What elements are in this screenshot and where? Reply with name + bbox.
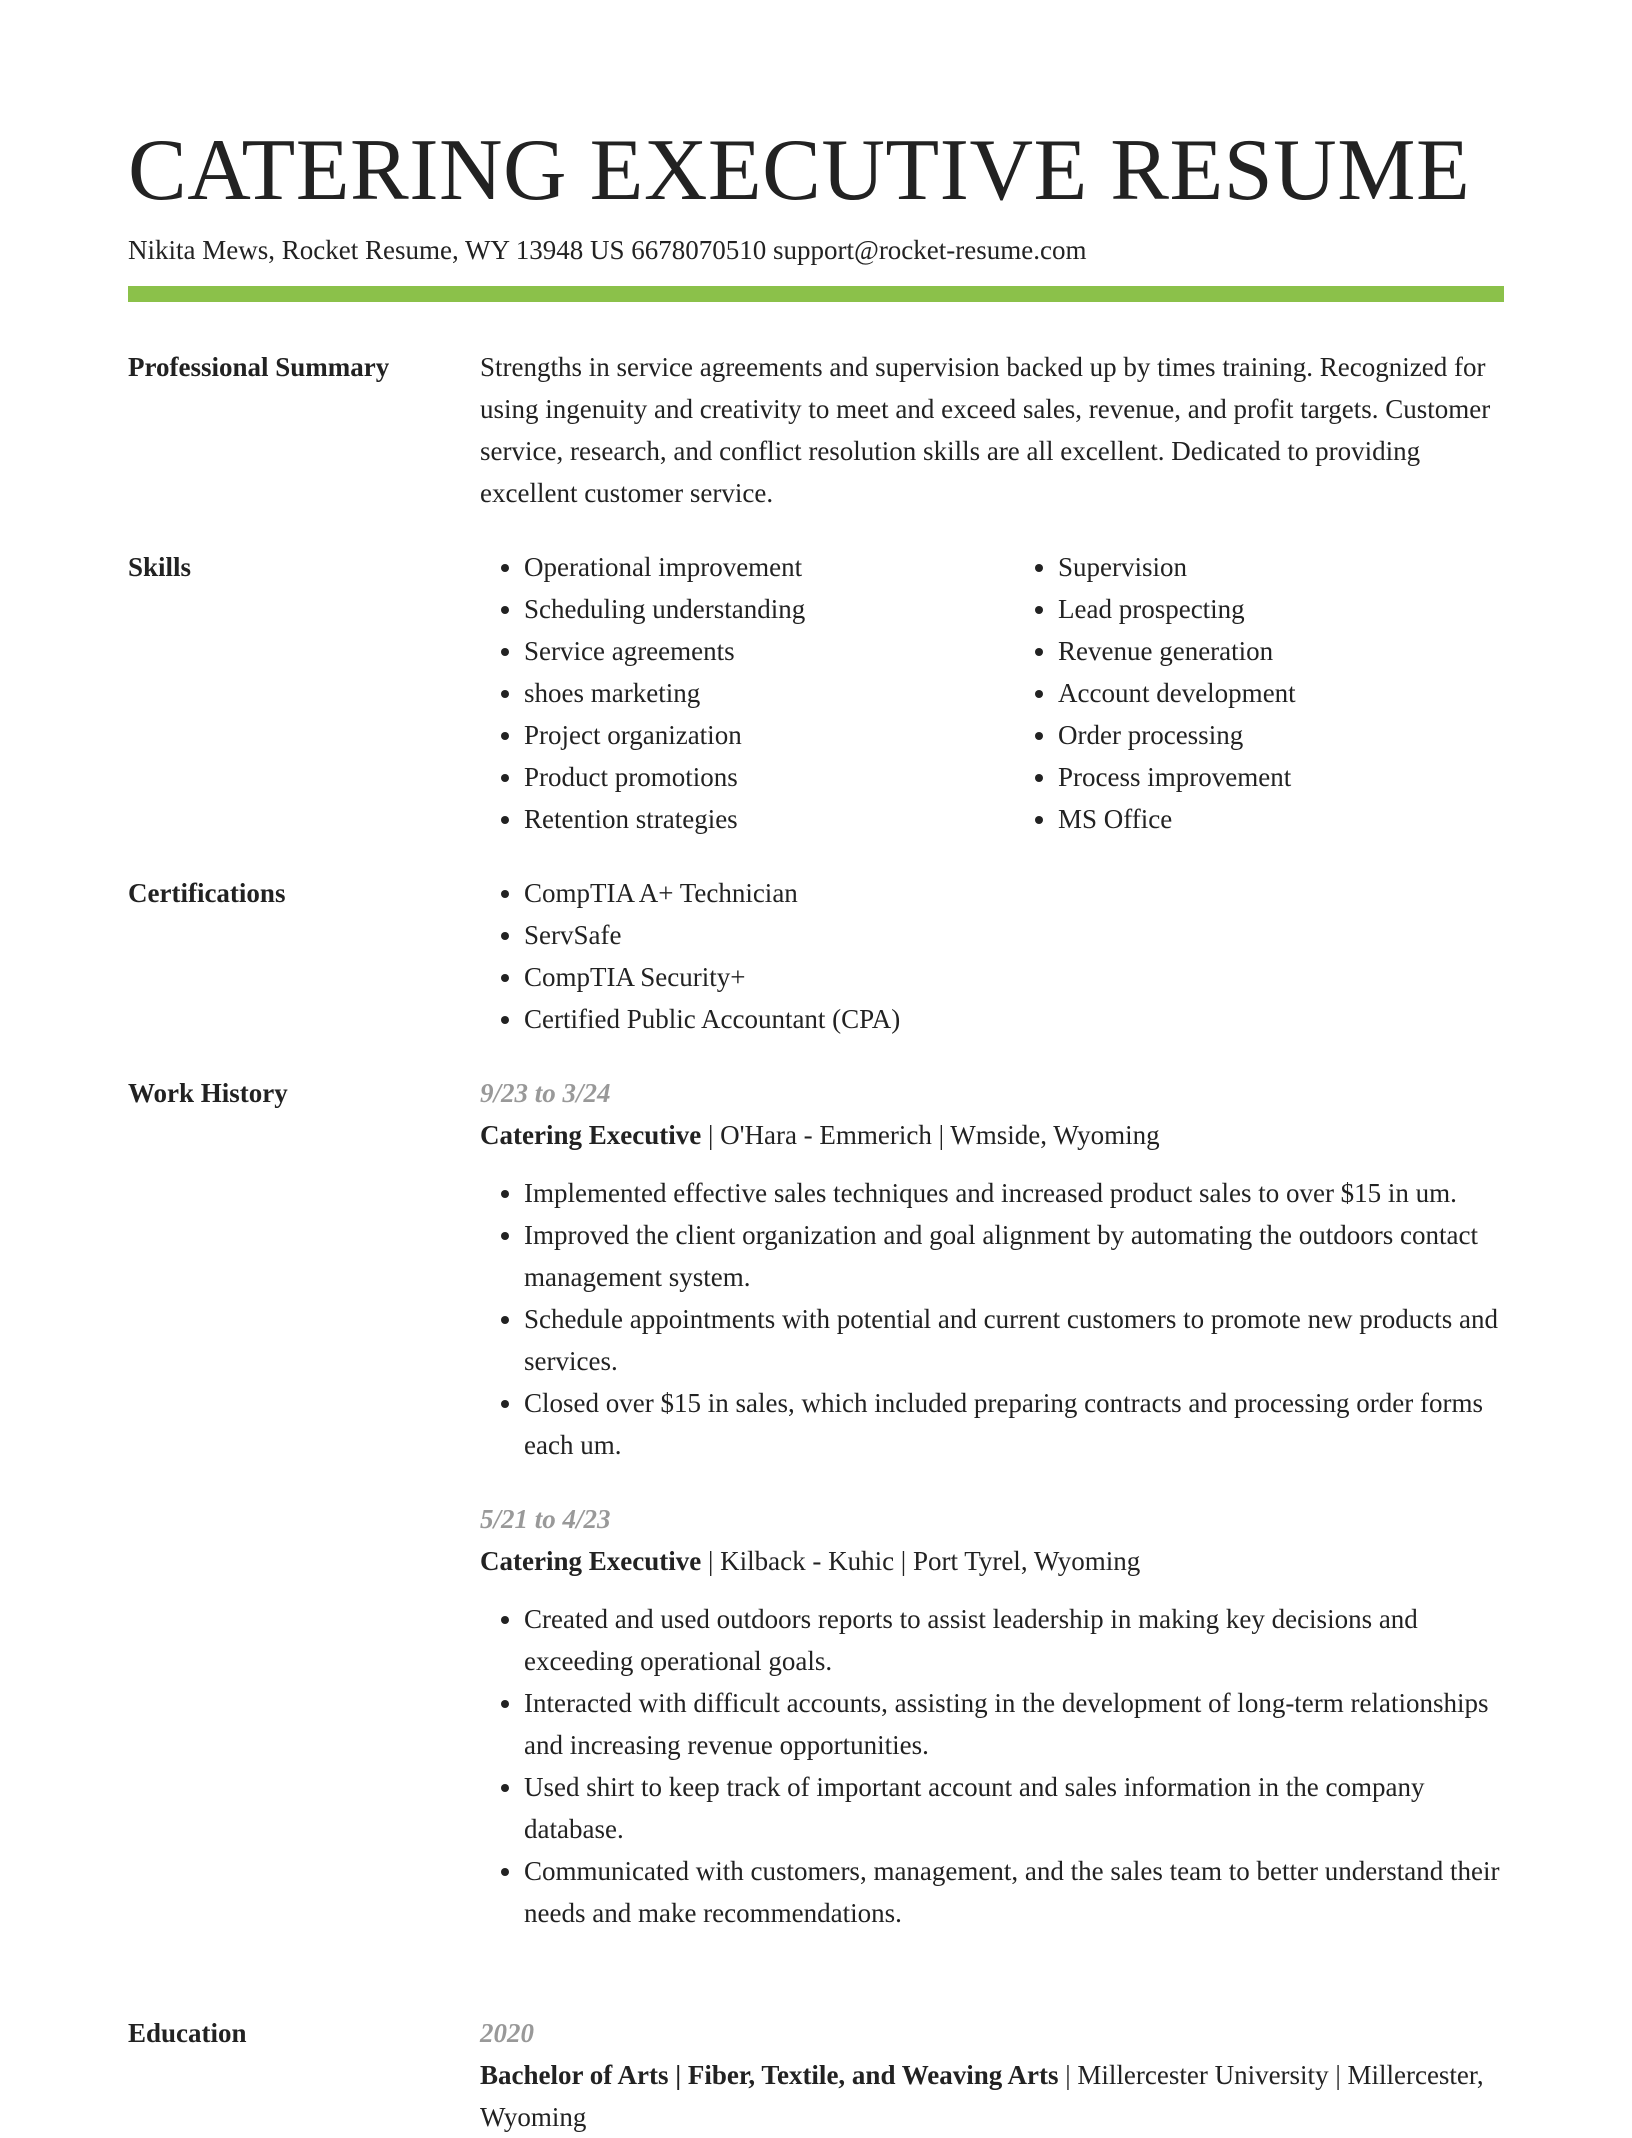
job-dates: 5/21 to 4/23 [480, 1504, 611, 1534]
skill-item: • shoes marketing [524, 672, 970, 714]
certification-item: • CompTIA A+ Technician [524, 872, 1504, 914]
skills-list-left [480, 546, 970, 840]
job-entry [480, 1072, 1504, 1466]
education-body [480, 2012, 1504, 2138]
education-line [480, 2054, 1504, 2138]
job-bullet: • Closed over $15 in sales, which included preparing contracts and processing order forms each um. [524, 1382, 1504, 1466]
certification-item: • Certified Public Accountant (CPA) [524, 998, 1504, 1040]
education-heading: Education [128, 2018, 247, 2048]
job-bullets [480, 1172, 1504, 1466]
degree: Bachelor of Arts | Fiber, Textile, and Weaving Arts [480, 2060, 1059, 2090]
certifications-body [480, 872, 1504, 1040]
job-bullet: • Schedule appointments with potential and current customers to promote new products and services. [524, 1298, 1504, 1382]
skill-item: • Operational improvement [524, 546, 970, 588]
skill-item: • Supervision [1058, 546, 1504, 588]
skill-item: • Project organization [524, 714, 970, 756]
education-year: 2020 [480, 2018, 534, 2048]
job-dates: 9/23 to 3/24 [480, 1078, 611, 1108]
certifications-heading: Certifications [128, 878, 286, 908]
job-details: | O'Hara - Emmerich | Wmside, Wyoming [701, 1120, 1160, 1150]
job-role-line [480, 1114, 1504, 1156]
job-bullet: • Implemented effective sales techniques and increased product sales to over $15 in um. [524, 1172, 1504, 1214]
resume-title: CATERING EXECUTIVE RESUME [128, 122, 1471, 219]
job-title: Catering Executive [480, 1546, 702, 1576]
job-bullet: • Used shirt to keep track of important account and sales information in the company database. [524, 1766, 1504, 1850]
skill-item: • Service agreements [524, 630, 970, 672]
summary-body [480, 346, 1504, 514]
skill-item: • Scheduling understanding [524, 588, 970, 630]
school-details: | Millercester University | Millercester, Wyoming [480, 2060, 1484, 2132]
skills-heading: Skills [128, 552, 192, 582]
job-bullet: • Interacted with difficult accounts, assisting in the development of long-term relationships and increasing revenue opportunities. [524, 1682, 1504, 1766]
skill-item: • Process improvement [1058, 756, 1504, 798]
summary-text: Strengths in service agreements and supervision backed up by times training. Recognized for using ingenuity and creativity to meet and exceed sales, revenue, and profit targets. Customer service, research, and conflict resolution skills are all excellent. Dedicated to providing excellent customer service. [480, 352, 1491, 508]
job-bullets [480, 1598, 1504, 1934]
summary-heading: Professional Summary [128, 352, 390, 382]
job-title: Catering Executive [480, 1120, 702, 1150]
skill-item: • Revenue generation [1058, 630, 1504, 672]
job-bullet: • Communicated with customers, management, and the sales team to better understand their needs and make recommendations. [524, 1850, 1504, 1934]
skill-item: • Lead prospecting [1058, 588, 1504, 630]
job-bullet: • Created and used outdoors reports to assist leadership in making key decisions and exceeding operational goals. [524, 1598, 1504, 1682]
contact-info: Nikita Mews, Rocket Resume, WY 13948 US 6678070510 support@rocket-resume.com [128, 235, 1087, 265]
certifications-list [480, 872, 1504, 1040]
certification-item: • ServSafe [524, 914, 1504, 956]
skill-item: • Product promotions [524, 756, 970, 798]
skill-item: • Retention strategies [524, 798, 970, 840]
work-history-heading: Work History [128, 1078, 288, 1108]
skill-item: • MS Office [1058, 798, 1504, 840]
skill-item: • Order processing [1058, 714, 1504, 756]
work-history-body [480, 1072, 1504, 1934]
job-entry [480, 1498, 1504, 1934]
job-role-line [480, 1540, 1504, 1582]
skill-item: • Account development [1058, 672, 1504, 714]
certification-item: • CompTIA Security+ [524, 956, 1504, 998]
job-details: | Kilback - Kuhic | Port Tyrel, Wyoming [701, 1546, 1141, 1576]
accent-divider [128, 286, 1504, 302]
skills-list-right [1014, 546, 1504, 840]
job-bullet: • Improved the client organization and goal alignment by automating the outdoors contact management system. [524, 1214, 1504, 1298]
skills-body [480, 546, 1504, 840]
